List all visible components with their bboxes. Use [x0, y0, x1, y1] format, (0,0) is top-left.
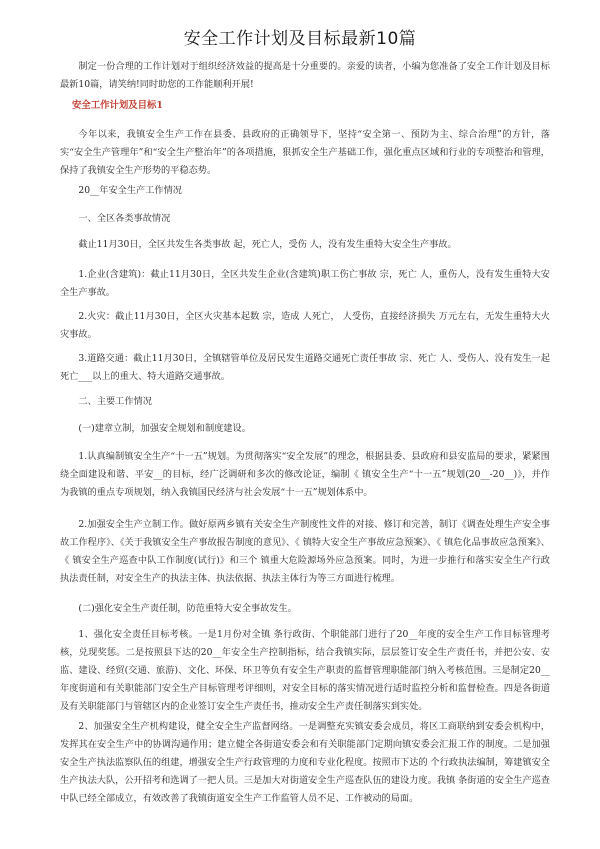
body-paragraph: 截止11月30日，全区共发生各类事故 起，死亡人，受伤 人，没有发生重特大安全生产事故。: [78, 239, 457, 250]
section-heading: 安全工作计划及目标1: [72, 100, 163, 111]
body-paragraph: 今年以来，我镇安全生产工作在县委、县政府的正确领导下，坚持“安全第一、预防为主、综合治理”的方针，落实“安全生产管理年”和“安全生产整治年”的各项措施，狠抓安全生产基础工作，强化重点区域和行业的专项整治和管理，保持了我镇安全生产形势的平稳态势。: [60, 129, 550, 176]
body-paragraph: 3.道路交通：截止11月30日，全镇辖管单位及居民发生道路交通死亡责任事故 宗、死亡 人、受伤人、没有发生一起死亡___以上的重大、特大道路交通事故。: [60, 353, 550, 382]
body-paragraph: 2、加强安全生产机构建设，健全安全生产监督网络。一是调整充实镇安委会成员，将区工商联纳到安委会机构中，发挥其在安全生产中的协调沟通作用；建立健全各街道安委会和有关职能部门定期向镇安委会汇报工作的制度。二是加强安全生产执法监察队伍的组建，增强安全生产行政管理的力度和专业化程度。按照市下达的 个行政执法编制，筹建镇安全生产执法大队，公开招考和选调了一把人员。三是加大对街道安全生产巡查队伍的建设力度。我镇 条街道的安全生产巡查中队已经全部成立，有效改善了我镇街道安全生产工作监管人员不足、工作被动的局面。: [60, 721, 550, 804]
body-paragraph: 1、强化安全责任目标考核。一是1月份对全镇 条行政街、个职能部门进行了20__年度的安全生产工作目标管理考核，兑现奖惩。二是按照县下达的20__年安全生产控制指标，结合我镇实际，层层签订安全生产责任书，并把公安、安监、建设、经贸(交通、旅游)、文化、环保、环卫等负有安全生产职责的监督管理职能部门纳入考核范围。三是制定20__年度街道和有关职能部门安全生产目标管理考评细则，对安全目标的落实情况进行适时监控分析和监督检查。四是各街道及有关职能部门与管辖区内的企业签订安全生产责任书，推动安全生产责任制落实到实处。: [60, 629, 550, 712]
body-paragraph: 1.认真编制镇安全生产“十一五”规划。为贯彻落实“安全发展”的理念，根据县委、县政府和县安监局的要求，紧紧围绕全面建设和谐、平安__的目标，经广泛调研和多次的修改论证，编制《 镇安全生产“十一五”规划(20__-20__)》，并作为我镇的重点专项规划，纳入我镇国民经济与社会发展“十一五”规划体系中。: [60, 451, 550, 498]
page-title: 安全工作计划及目标最新10篇: [183, 29, 417, 49]
subheading-paragraph: 20__年安全生产工作情况: [78, 185, 182, 196]
intro-paragraph: 制定一份合理的工作计划对于组织经济效益的提高是十分重要的。亲爱的读者，小编为您准备了安全工作计划及目标最新10篇，请笑纳!同时助您的工作能顺利开展!: [60, 61, 550, 90]
subheading-paragraph: (二)强化安全生产责任制，防范重特大安全事故发生。: [78, 603, 297, 614]
subheading-paragraph: 一、全区各类事故情况: [78, 213, 171, 224]
body-paragraph: 1.企业(含建筑)：截止11月30日，全区共发生企业(含建筑)职工伤亡事故 宗，死亡 人，重伤人，没有发生重特大安全生产事故。: [60, 269, 550, 298]
subheading-paragraph: (一)建章立制，加强安全规划和制度建设。: [78, 423, 251, 434]
body-paragraph: 2.加强安全生产立制工作。做好原两乡镇有关安全生产制度性文件的对接、修订和完善，制订《调查处理生产安全事故工作程序》、《关于我镇安全生产事故报告制度的意见》、《 镇特大安全生产事故应急预案》、《 镇危化品事故应急预案》、《 镇安全生产巡查中队工作制度(试行)》和三个 镇重大危险源场外应急预案。同时，为进一步推行和落实安全生产行政执法责任制，对安全生产的执法主体、执法依据、执法主体行为等三方面进行梳理。: [60, 519, 550, 584]
subheading-paragraph: 二、主要工作情况: [78, 396, 152, 407]
body-paragraph: 2.火灾：截止11月30日，全区火灾基本起数 宗，造成 人死亡， 人受伤，直接经济损失 万元左右，无发生重特大火灾事故。: [60, 311, 550, 340]
